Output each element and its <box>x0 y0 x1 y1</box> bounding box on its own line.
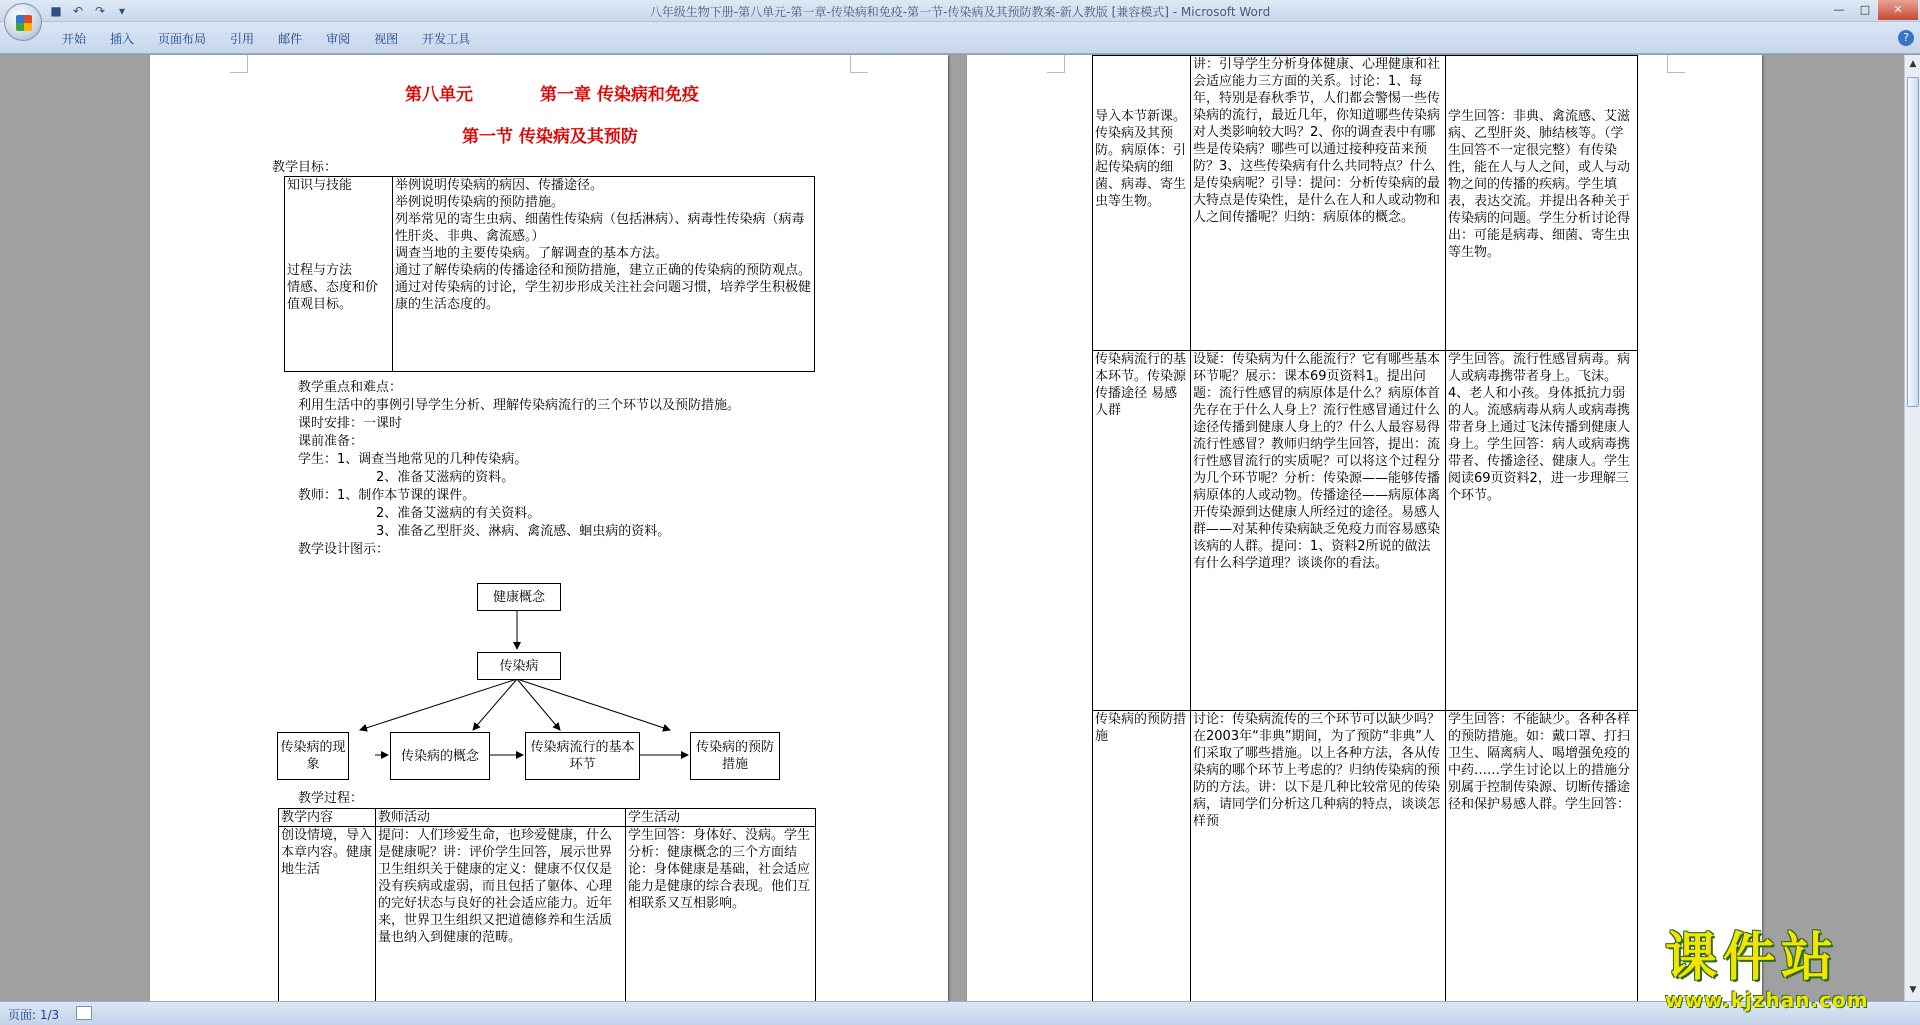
process-table <box>278 808 816 1001</box>
key-points-label: 教学重点和难点： <box>298 380 403 395</box>
goal-item: 通过对传染病的讨论，学生初步形成关注社会问题习惯，培养学生积极健康的生活态度的。 <box>395 280 812 312</box>
process-content-cell: 创设情境，导入本章内容。健康地生活 <box>279 827 376 1002</box>
goal-item: 举例说明传染病的预防措施。 <box>395 195 565 210</box>
tab-home[interactable]: 开始 <box>62 32 87 46</box>
ribbon-tabs <box>50 28 482 48</box>
goal-item: 举例说明传染病的病因、传播途径。 <box>395 178 604 193</box>
row-content-cell: 传染病的预防措施 <box>1093 711 1191 1002</box>
row-teacher-cell: 设疑：传染病为什么能流行？它有哪些基本环节呢？展示：课本69页资料1。提出问题：流行性感冒的病原体是什么？病原体首先存在于什么人身上？流行性感冒通过什么途径传播到健康人身上的？什么人最容易得流行性感冒？教师归纳学生回答，提出：流行性感冒流行的实质呢？可以将这个过程分为几个环节呢？分析：传染源——能够传播病原体的人或动物。传播途径——病原体离开传染源到达健康人所经过的途径。易感人群——对某种传染病缺乏免疫力而容易感染该病的人群。提问：1、资料2所说的做法有什么科学道理？谈谈你的看法。 <box>1191 351 1446 711</box>
proofing-icon[interactable] <box>76 1006 92 1020</box>
document-page-2[interactable] <box>967 55 1762 1001</box>
tab-insert[interactable]: 插入 <box>110 32 135 46</box>
diagram-node-links: 传染病流行的基本环节 <box>525 732 640 780</box>
row-student-cell: 学生回答：不能缺少。各种各样的预防措施。如：戴口罩、打扫卫生、隔离病人、喝增强免疫的中药……学生讨论以上的措施分别属于控制传染源、切断传播途径和保护易感人群。学生回答： <box>1446 711 1638 1002</box>
process-label: 教学过程： <box>298 791 364 806</box>
scrollbar-thumb[interactable] <box>1907 77 1919 407</box>
prep-student-2: 2、准备艾滋病的资料。 <box>376 470 515 485</box>
diagram-node-phenomenon: 传染病的现象 <box>277 732 349 780</box>
diagram-node-prevention: 传染病的预防措施 <box>690 732 780 780</box>
schedule: 课时安排：一课时 <box>298 416 403 431</box>
watermark-text: 课件站 <box>1665 928 1840 988</box>
row-student-cell <box>1446 56 1638 351</box>
undo-icon[interactable]: ↶ <box>72 4 84 18</box>
document-page-1[interactable] <box>150 55 948 1001</box>
tab-view[interactable]: 视图 <box>374 32 399 46</box>
scroll-down-icon[interactable]: ▼ <box>1909 985 1917 995</box>
watermark-url: www.kjzhan.com <box>1665 988 1869 1012</box>
help-icon[interactable]: ? <box>1898 30 1914 46</box>
section-title: 第一节 传染病及其预防 <box>462 127 638 147</box>
row-student-cell: 学生回答。流行性感冒病毒。病人或病毒携带者身上。飞沫。4、老人和小孩。身体抵抗力弱的人。流感病毒从病人或病毒携带者身上通过飞沫传播到健康人身上。学生回答：病人或病毒携带者、传播途径、健康人。学生阅读69页资料2，进一步理解三个环节。 <box>1446 351 1638 711</box>
unit-title: 第八单元 <box>405 85 473 105</box>
goals-category: 知识与技能 <box>287 178 353 193</box>
ribbon-tab-bar <box>0 22 1920 54</box>
tab-developer[interactable]: 开发工具 <box>422 32 471 46</box>
close-icon[interactable]: ✕ <box>1878 0 1918 20</box>
prep-student-1: 学生：1、调查当地常见的几种传染病。 <box>298 452 528 467</box>
row-content-cell: 传染病流行的基本环节。传染源 传播途径 易感人群 <box>1093 351 1191 711</box>
row-content-cell <box>1093 56 1191 351</box>
page-count[interactable]: 页面: 1/3 <box>8 1008 60 1022</box>
goal-item: 通过了解传染病的传播途径和预防措施，建立正确的传染病的预防观点。 <box>395 263 812 278</box>
scroll-up-icon[interactable]: ▲ <box>1909 59 1917 69</box>
prep-teacher-3: 3、准备乙型肝炎、淋病、禽流感、蛔虫病的资料。 <box>376 524 671 539</box>
process-teacher-cell: 提问：人们珍爱生命，也珍爱健康，什么是健康呢？讲：评价学生回答，展示世界卫生组织关于健康的定义：健康不仅仅是没有疾病或虚弱，而且包括了躯体、心理的完好状态与良好的社会适应能力。近年来，世界卫生组织又把道德修养和生活质量也纳入到健康的范畴。 <box>376 827 626 1002</box>
window-controls <box>1826 0 1918 20</box>
customize-toolbar-icon[interactable]: ▾ <box>118 4 126 18</box>
row-teacher-cell: 讨论：传染病流传的三个环节可以缺少吗？在2003年“非典”期间，为了预防“非典”人们采取了哪些措施。以上各种方法，各从传染病的哪个环节上考虑的？归纳传染病的预防的方法。讲：以下是几种比较常见的传染病，请同学们分析这几种病的特点，谈谈怎样预 <box>1191 711 1446 1002</box>
prep-teacher-2: 2、准备艾滋病的有关资料。 <box>376 506 541 521</box>
watermark-logo <box>1665 928 1869 1012</box>
process-student-cell: 学生回答：身体好、没病。学生分析：健康概念的三个方面结论：身体健康是基础，社会适应能力是健康的综合表现。他们互相联系又互相影响。 <box>626 827 816 1002</box>
document-workspace[interactable] <box>0 55 1904 1001</box>
diagram-node-disease: 传染病 <box>477 652 561 680</box>
row-content: 导入本节新课。传染病及其预防。病原体：引起传染病的细菌、病毒、寄生虫等生物。 <box>1095 109 1187 209</box>
tab-review[interactable]: 审阅 <box>326 32 351 46</box>
process-header-teacher: 教师活动 <box>376 809 626 827</box>
prep-label: 课前准备： <box>298 434 364 449</box>
title-bar <box>0 0 1920 22</box>
goal-item: 列举常见的寄生虫病、细菌性传染病（包括淋病）、病毒性传染病（病毒性肝炎、非典、禽流感。） <box>395 212 805 244</box>
diagram-label: 教学设计图示： <box>298 542 390 557</box>
goals-label: 教学目标： <box>272 160 338 175</box>
save-icon[interactable]: ■ <box>50 4 62 18</box>
row-teacher-cell: 讲：引导学生分析身体健康、心理健康和社会适应能力三方面的关系。讨论：1、每年，特别是春秋季节，人们都会警惕一些传染病的流行，最近几年，你知道哪些传染病对人类影响较大吗？2、你的调查表中有哪些是传染病？哪些可以通过接种疫苗来预防？3、这些传染病有什么共同特点？什么是传染病呢？引导：提问：分析传染病的最大特点是传染性，是什么在人和人或动物和人之间传播呢？归纳：病原体的概念。 <box>1191 56 1446 351</box>
minimize-icon[interactable]: — <box>1833 3 1845 16</box>
margin-corner <box>1667 55 1685 73</box>
tab-references[interactable]: 引用 <box>230 32 255 46</box>
key-points: 利用生活中的事例引导学生分析、理解传染病流行的三个环节以及预防措施。 <box>298 398 741 413</box>
process-header-student: 学生活动 <box>626 809 816 827</box>
redo-icon[interactable]: ↷ <box>94 4 106 18</box>
goals-category: 情感、态度和价值观目标。 <box>287 280 379 312</box>
diagram-node-concept: 传染病的概念 <box>390 732 490 780</box>
process-table-continued <box>1092 55 1638 1001</box>
maximize-icon[interactable]: □ <box>1859 3 1871 16</box>
tab-page-layout[interactable]: 页面布局 <box>158 32 207 46</box>
goal-item: 调查当地的主要传染病。了解调查的基本方法。 <box>395 246 669 261</box>
status-bar <box>0 1001 1920 1025</box>
office-logo-icon <box>16 15 32 31</box>
office-button[interactable] <box>4 3 42 41</box>
goals-category: 过程与方法 <box>287 263 353 278</box>
vertical-scrollbar[interactable] <box>1904 55 1920 1001</box>
margin-corner <box>1047 55 1065 73</box>
process-header-content: 教学内容 <box>279 809 376 827</box>
prep-teacher-1: 教师：1、制作本节课的课件。 <box>298 488 476 503</box>
window-title: 八年级生物下册-第八单元-第一章-传染病和免疫-第一节-传染病及其预防教案-新人教版 [兼容模式] - Microsoft Word <box>649 5 1271 19</box>
diagram-node-health: 健康概念 <box>477 583 561 611</box>
chapter-title: 第一章 传染病和免疫 <box>540 85 699 105</box>
row-student: 学生回答：非典、禽流感、艾滋病、乙型肝炎、肺结核等。（学生回答不一定很完整）有传染性，能在人与人之间，或人与动物之间的传播的疾病。学生填表，表达交流。并提出各种关于传染病的问题。学生分析讨论得出：可能是病毒、细菌、寄生虫等生物。 <box>1448 109 1631 260</box>
tab-mailings[interactable]: 邮件 <box>278 32 303 46</box>
